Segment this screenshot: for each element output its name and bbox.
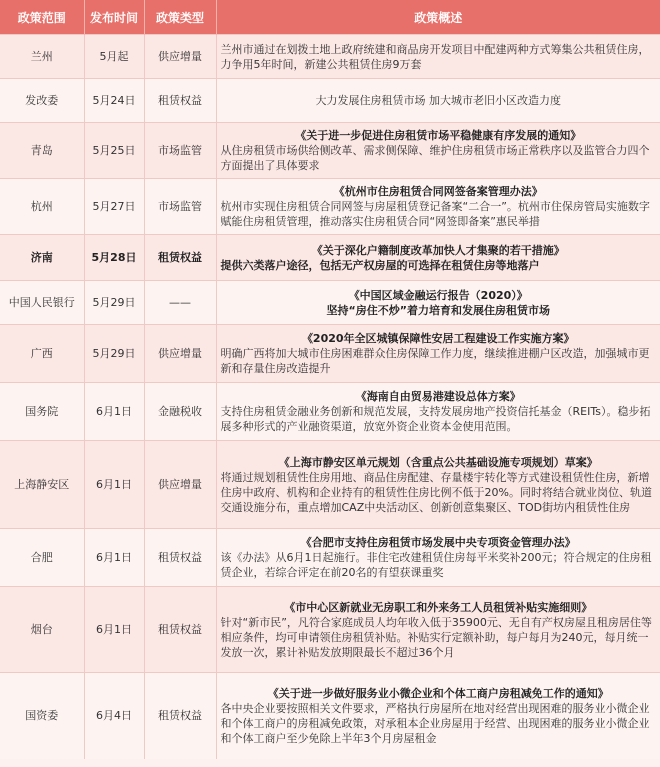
scope-cell: 中国人民银行 bbox=[0, 281, 84, 325]
date-cell: 6月4日 bbox=[84, 673, 144, 759]
date-cell: 6月1日 bbox=[84, 587, 144, 673]
scope-cell: 烟台 bbox=[0, 587, 84, 673]
document-title: 《关于进一步做好服务业小微企业和个体工商户房租减免工作的通知》 bbox=[267, 686, 609, 700]
scope-cell: 国资委 bbox=[0, 673, 84, 759]
header-summary: 政策概述 bbox=[216, 0, 660, 35]
summary-text: 兰州市通过在划拨土地上政府统建和商品房开发项目中配建两种方式筹集公共租赁住房，力争用5年时间，新建公共租赁住房9万套 bbox=[220, 42, 650, 71]
scope-cell: 青岛 bbox=[0, 123, 84, 179]
type-cell: 金融税收 bbox=[144, 383, 216, 441]
document-title: 《关于深化户籍制度改革加快人才集聚的若干措施》 bbox=[311, 243, 565, 257]
date-cell: 6月1日 bbox=[84, 441, 144, 529]
type-cell: 供应增量 bbox=[144, 325, 216, 383]
summary-text: 坚持“房住不炒”着力培育和发展住房租赁市场 bbox=[326, 303, 550, 317]
table-row bbox=[0, 123, 660, 179]
type-cell: 租赁权益 bbox=[144, 673, 216, 759]
scope-cell: 发改委 bbox=[0, 79, 84, 123]
summary-cell bbox=[216, 529, 660, 587]
summary-cell bbox=[216, 325, 660, 383]
table-row bbox=[0, 383, 660, 441]
document-title: 《上海市静安区单元规划（含重点公共基础设施专项规划）草案》 bbox=[278, 455, 598, 469]
date-cell: 5月28日 bbox=[84, 235, 144, 281]
summary-text: 从住房租赁市场供给侧改革、需求侧保障、维护住房租赁市场正常秩序以及监管合力四个方面提出了具体要求 bbox=[220, 144, 650, 172]
date-cell: 5月25日 bbox=[84, 123, 144, 179]
scope-cell: 杭州 bbox=[0, 179, 84, 235]
type-cell: —— bbox=[144, 281, 216, 325]
table-row bbox=[0, 79, 660, 123]
header-scope: 政策范围 bbox=[0, 0, 84, 35]
type-cell: 市场监管 bbox=[144, 179, 216, 235]
summary-cell bbox=[216, 281, 660, 325]
table-row bbox=[0, 281, 660, 325]
summary-cell bbox=[216, 179, 660, 235]
summary-text: 杭州市实现住房租赁合同网签与房屋租赁登记备案“二合一”。杭州市住保房管局实施数字赋能住房租赁管理，推动落实住房租赁合同“网签即备案”惠民举措 bbox=[220, 200, 650, 228]
type-cell: 市场监管 bbox=[144, 123, 216, 179]
type-cell: 租赁权益 bbox=[144, 79, 216, 123]
summary-cell bbox=[216, 587, 660, 673]
scope-cell: 广西 bbox=[0, 325, 84, 383]
table-row bbox=[0, 35, 660, 79]
table-row bbox=[0, 325, 660, 383]
header-row bbox=[0, 0, 660, 35]
scope-cell: 兰州 bbox=[0, 35, 84, 79]
type-cell: 供应增量 bbox=[144, 441, 216, 529]
table-row bbox=[0, 529, 660, 587]
date-cell: 5月起 bbox=[84, 35, 144, 79]
summary-text: 各中央企业要按照相关文件要求，严格执行房屋所在地对经营出现困难的服务业小微企业和个体工商户的房租减免政策，对承租本企业房屋用于经营、出现困难的服务业小微企业和个体工商户至少免除上半年3个月房屋租金 bbox=[220, 701, 650, 745]
scope-cell: 济南 bbox=[0, 235, 84, 281]
type-cell: 租赁权益 bbox=[144, 235, 216, 281]
document-title: 《关于进一步促进住房租赁市场平稳健康有序发展的通知》 bbox=[295, 129, 582, 142]
summary-text: 大力发展住房租赁市场 加大城市老旧小区改造力度 bbox=[315, 94, 561, 107]
scope-cell: 上海静安区 bbox=[0, 441, 84, 529]
summary-text: 将通过规划租赁性住房用地、商品住房配建、存量楼宇转化等方式建设租赁性住房，新增住房中政府、机构和企业持有的租赁性住房比例不低于20%。同时将结合就业岗位、轨道交通设施分布，重点增加CAZ中央活动区、创新创意集聚区、TOD街坊内租赁性住房 bbox=[220, 470, 652, 514]
scope-cell: 国务院 bbox=[0, 383, 84, 441]
summary-text: 明确广西将加大城市住房困难群众住房保障工作力度，继续推进棚户区改造，加强城市更新和存量住房改造提升 bbox=[220, 347, 650, 375]
document-title: 《2020年全区城镇保障性安居工程建设工作实施方案》 bbox=[301, 332, 575, 345]
header-type: 政策类型 bbox=[144, 0, 216, 35]
summary-cell bbox=[216, 673, 660, 759]
summary-cell bbox=[216, 441, 660, 529]
document-title: 《合肥市支持住房租赁市场发展中央专项资金管理办法》 bbox=[300, 536, 576, 549]
date-cell: 5月29日 bbox=[84, 281, 144, 325]
type-cell: 供应增量 bbox=[144, 35, 216, 79]
scope-cell: 合肥 bbox=[0, 529, 84, 587]
summary-text: 针对“新市民”，凡符合家庭成员人均年收入低于35900元、无自有产权房屋且租房居住等相应条件，均可申请领住房租赁补贴。补贴实行定额补助，每户每月为240元，每月统一发放一次，累计补贴发放期限最长不超过36个月 bbox=[220, 615, 652, 659]
summary-cell bbox=[216, 123, 660, 179]
header-date: 发布时间 bbox=[84, 0, 144, 35]
table-row bbox=[0, 441, 660, 529]
date-cell: 6月1日 bbox=[84, 529, 144, 587]
date-cell: 5月27日 bbox=[84, 179, 144, 235]
document-title: 《海南自由贸易港建设总体方案》 bbox=[355, 390, 521, 403]
summary-cell bbox=[216, 235, 660, 281]
table-row bbox=[0, 673, 660, 759]
date-cell: 5月24日 bbox=[84, 79, 144, 123]
document-title: 《杭州市住房租赁合同网签备案管理办法》 bbox=[333, 185, 543, 198]
type-cell: 租赁权益 bbox=[144, 529, 216, 587]
type-cell: 租赁权益 bbox=[144, 587, 216, 673]
table-row bbox=[0, 587, 660, 673]
summary-text: 该《办法》从6月1日起施行。非住宅改建租赁住房每平米奖补200元；符合规定的住房租赁企业，若综合评定在前20名的有望获课重奖 bbox=[220, 551, 652, 579]
table-row bbox=[0, 235, 660, 281]
date-cell: 6月1日 bbox=[84, 383, 144, 441]
document-title: 《中国区域金融运行报告（2020）》 bbox=[348, 288, 528, 302]
summary-text: 支持住房租赁金融业务创新和规范发展，支持发展房地产投资信托基金（REITs）。稳步拓展多种形式的产业融资渠道，放宽外资企业资本金使用范围。 bbox=[220, 405, 651, 433]
summary-cell bbox=[216, 35, 660, 79]
table-row bbox=[0, 179, 660, 235]
document-title: 《市中心区新就业无房职工和外来务工人员租赁补贴实施细则》 bbox=[284, 600, 593, 614]
date-cell: 5月29日 bbox=[84, 325, 144, 383]
summary-cell bbox=[216, 383, 660, 441]
summary-cell bbox=[216, 79, 660, 123]
summary-text: 提供六类落户途径，包括无产权房屋的可选择在租赁住房等地落户 bbox=[220, 258, 540, 272]
